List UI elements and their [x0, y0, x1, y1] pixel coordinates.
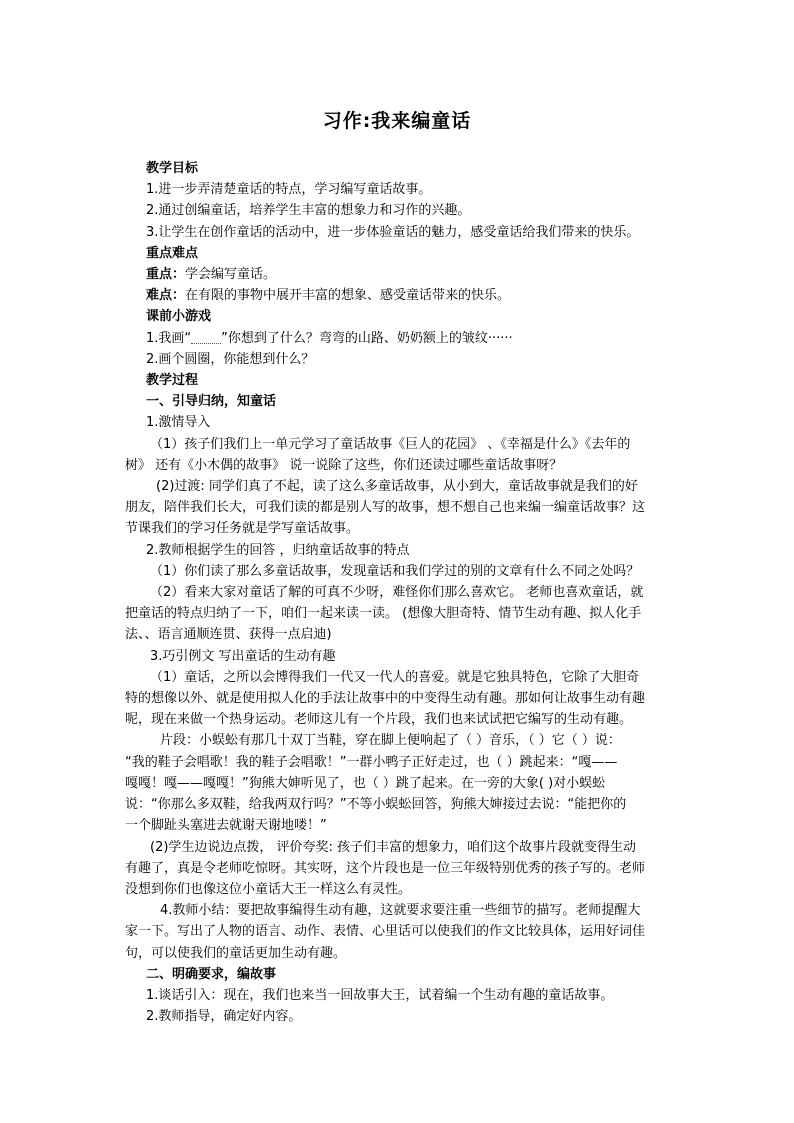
keypoints-heading: 重点难点 [146, 245, 199, 261]
key-text: 学会编写童话。 [185, 267, 277, 283]
paragraph-line: 特的想像以外、就是使用拟人化的手法让故事中的中变得生动有趣。那如何让故事生动有趣 [125, 691, 646, 707]
goal-item: 2.通过创编童话，培养学生丰富的想象力和习作的兴趣。 [146, 203, 471, 219]
subsection-2-1: 1.谈话引入：现在，我们也来当一回故事大王，试着编一个生动有趣的童话故事。 [146, 987, 614, 1003]
paragraph-line: 4.教师小结：要把故事编得生动有趣，这就要求要注重一些细节的描写。老师提醒大 [160, 903, 641, 919]
goal-item: 1.进一步弄清楚童话的特点，学习编写童话故事。 [146, 182, 432, 198]
paragraph-line: 把童话的特点归纳了一下，咱们一起来读一读。 (想像大胆奇特、情节生动有趣、拟人化手 [125, 606, 642, 622]
paragraph-line: 有趣了，真是令老师吃惊呀。其实呀，这个片段也是一位三年级特别优秀的孩子写的。老师 [125, 860, 646, 876]
section-1-heading: 一、引导归纳，知童话 [146, 394, 277, 410]
paragraph-line: 说：“你那么多双鞋，给我两双行吗？”不等小蜈蚣回答，狗熊大婶接过去说：“能把你的 [125, 797, 627, 813]
paragraph-line: 片段：小蜈蚣有那几十双丁当鞋，穿在脚上便响起了（ ）音乐，（ ）它（ ）说： [160, 733, 621, 749]
difficult-text: 在有限的事物中展开丰富的想象、感受童话带来的快乐。 [185, 288, 511, 304]
paragraph-line: 家一下。写出了人物的语言、动作、表情、心里话可以使我们的作文比较具体，运用好词佳 [125, 924, 646, 940]
key-label: 重点： [146, 267, 186, 283]
paragraph-line: 没想到你们也像这位小童话大王一样这么有灵性。 [125, 881, 412, 897]
goal-item: 3.让学生在创作童话的活动中，进一步体验童话的魅力，感受童话给我们带来的快乐。 [146, 224, 640, 240]
subsection-1-2: 2.教师根据学生的回答 ，归纳童话故事的特点 [146, 542, 410, 558]
paragraph-line: 一个脚趾头塞进去就谢天谢地喽！” [125, 818, 327, 834]
paragraph-line: 法、、语言通顺连贯、获得一点启迪) [125, 627, 332, 643]
difficult-point [125, 285, 677, 306]
paragraph-line: （2）看来大家对童话了解的可真不少呀，难怪你们那么喜欢它。 老师也喜欢童话，就 [150, 585, 644, 601]
difficult-label: 难点： [146, 288, 186, 304]
paragraph-line: (2)学生边说边点拨， 评价夸奖: 孩子们丰富的想象力，咱们这个故事片段就变得生动 [150, 839, 637, 855]
subsection-2-2: 2.教师指导，确定好内容。 [146, 1009, 302, 1025]
game-heading: 课前小游戏 [146, 309, 212, 325]
paragraph-line: (2)过渡: 同学们真了不起，读了这么多童话故事，从小到大，童话故事就是我们的好 [156, 479, 638, 495]
wavy-line-drawing [191, 333, 221, 344]
game-item-1-pre: 1.我画“ [146, 330, 192, 346]
document-title: 习作:我来编童话 [322, 110, 472, 132]
paragraph-line: “我的鞋子会唱歌！我的鞋子会唱歌！”一群小鸭子正好走过，也（ ）跳起来：“嘎—— [125, 754, 618, 770]
paragraph-line: （1）孩子们我们上一单元学习了童话故事《巨人的花园》 、《幸福是什么》《去年的 [150, 436, 631, 452]
paragraph-line: （1）你们读了那么多童话故事，发现童话和我们学过的别的文章有什么不同之处吗？ [150, 563, 640, 579]
game-item-2: 2.画个圆圈，你能想到什么？ [146, 351, 315, 367]
goals-heading: 教学目标 [146, 161, 199, 176]
game-item-1-post: ”你想到了什么？弯弯的山路、奶奶额上的皱纹······ [221, 330, 513, 346]
document-body [125, 158, 677, 1027]
paragraph-line: 句，可以使我们的童话更加生动有趣。 [125, 945, 347, 961]
section-2-heading: 二、明确要求，编故事 [146, 966, 277, 982]
paragraph-line: 朋友，陪伴我们长大，可我们读的都是别人写的故事，想不想自己也来编一编童话故事？这 [125, 500, 646, 516]
paragraph-line: 呢，现在来做一个热身运动。老师这儿有一个片段，我们也来试试把它编写的生动有趣。 [125, 712, 633, 728]
paragraph-line: 节课我们的学习任务就是学写童话故事。 [125, 521, 360, 537]
game-item-1 [125, 328, 677, 349]
paragraph-line: 树》 还有《小木偶的故事》 说一说除了这些，你们还读过哪些童话故事呀？ [125, 457, 563, 473]
subsection-1-3: 3.巧引例文 写出童话的生动有趣 [150, 648, 336, 664]
process-heading: 教学过程 [146, 373, 199, 389]
paragraph-line: 嘎嘎！嘎——嘎嘎！”狗熊大婶听见了，也（ ）跳了起来。在一旁的大象( )对小蜈蚣 [125, 775, 606, 791]
key-point [125, 264, 677, 285]
paragraph-line: （1）童话，之所以会博得我们一代又一代人的喜爱。就是它独具特色，它除了大胆奇 [150, 669, 640, 685]
subsection-1-1: 1.激情导入 [146, 415, 211, 431]
